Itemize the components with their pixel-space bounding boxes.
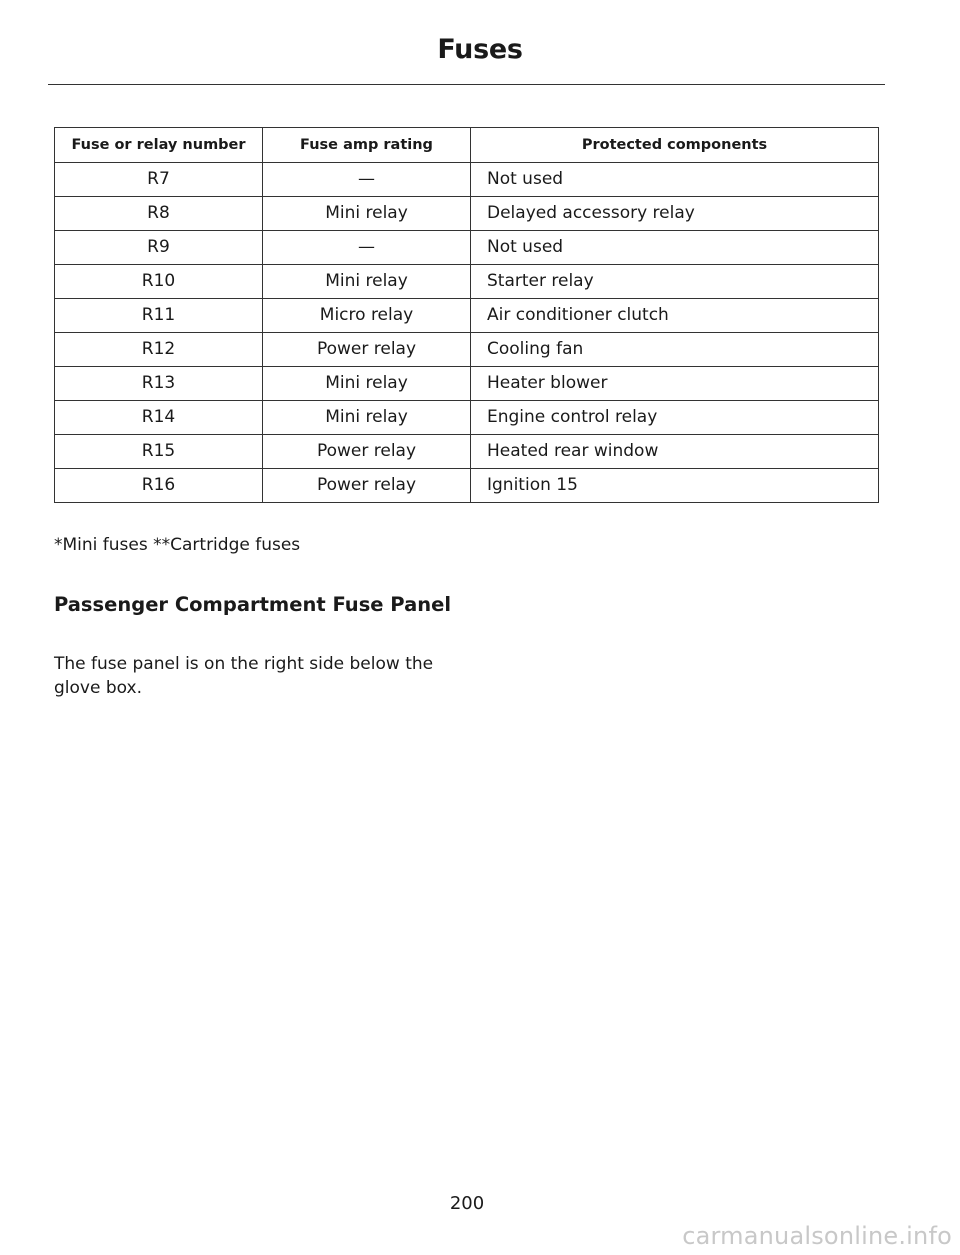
watermark-text: carmanualsonline.info [682, 1222, 952, 1250]
cell-rating: Mini relay [263, 265, 471, 299]
cell-components: Delayed accessory relay [471, 197, 879, 231]
cell-rating: Micro relay [263, 299, 471, 333]
cell-number: R10 [55, 265, 263, 299]
cell-rating: Mini relay [263, 401, 471, 435]
table-row [55, 299, 879, 333]
table-row [55, 367, 879, 401]
cell-components: Not used [471, 231, 879, 265]
table-row [55, 231, 879, 265]
cell-number: R9 [55, 231, 263, 265]
cell-components: Not used [471, 163, 879, 197]
column-header-components: Protected components [471, 128, 879, 163]
cell-rating: Mini relay [263, 367, 471, 401]
cell-number: R16 [55, 469, 263, 503]
table-row [55, 435, 879, 469]
fuse-table [54, 127, 879, 503]
table-row [55, 333, 879, 367]
header-divider [48, 84, 885, 85]
page-title: Fuses [437, 34, 523, 65]
section-body-text: The fuse panel is on the right side below the glove box. [54, 654, 434, 698]
column-header-rating: Fuse amp rating [263, 128, 471, 163]
cell-rating: — [263, 163, 471, 197]
table-header-row [55, 128, 879, 163]
cell-rating: Power relay [263, 435, 471, 469]
table-row [55, 401, 879, 435]
table-row [55, 469, 879, 503]
column-header-number: Fuse or relay number [55, 128, 263, 163]
cell-components: Cooling fan [471, 333, 879, 367]
cell-components: Heated rear window [471, 435, 879, 469]
cell-rating: Power relay [263, 333, 471, 367]
cell-rating: Mini relay [263, 197, 471, 231]
cell-number: R14 [55, 401, 263, 435]
cell-number: R15 [55, 435, 263, 469]
cell-number: R13 [55, 367, 263, 401]
cell-number: R12 [55, 333, 263, 367]
table-row [55, 163, 879, 197]
cell-number: R7 [55, 163, 263, 197]
cell-rating: Power relay [263, 469, 471, 503]
cell-components: Heater blower [471, 367, 879, 401]
page-number: 200 [449, 1193, 485, 1214]
table-footnote: *Mini fuses **Cartridge fuses [54, 535, 301, 555]
table-row [55, 265, 879, 299]
cell-components: Starter relay [471, 265, 879, 299]
cell-components: Engine control relay [471, 401, 879, 435]
cell-components: Ignition 15 [471, 469, 879, 503]
cell-number: R8 [55, 197, 263, 231]
table-row [55, 197, 879, 231]
cell-components: Air conditioner clutch [471, 299, 879, 333]
cell-number: R11 [55, 299, 263, 333]
cell-rating: — [263, 231, 471, 265]
section-heading: Passenger Compartment Fuse Panel [54, 593, 452, 616]
